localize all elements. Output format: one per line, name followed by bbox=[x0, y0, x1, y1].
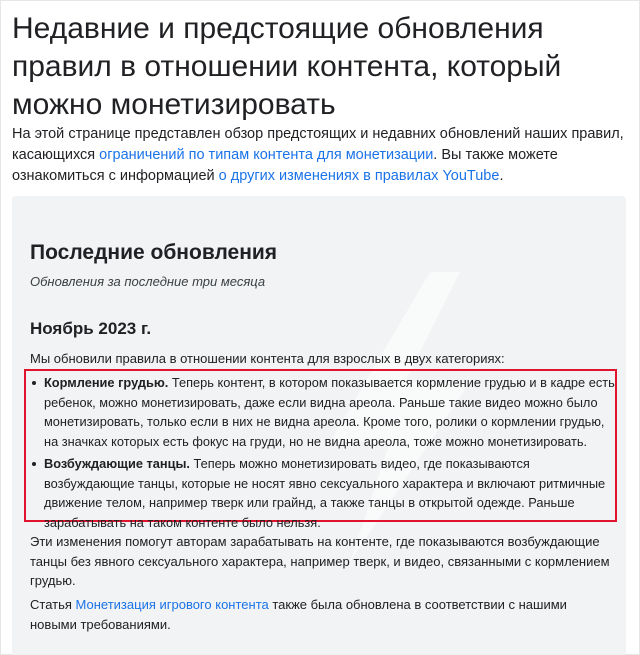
section-title: Последние обновления bbox=[30, 241, 278, 264]
updates-list bbox=[30, 373, 615, 535]
bullet-icon bbox=[32, 462, 36, 466]
gaming-monetization-link[interactable]: Монетизация игрового контента bbox=[75, 597, 269, 612]
section-subtitle: Обновления за последние три месяца bbox=[30, 274, 266, 289]
intro-text-1: На этой странице представлен обзор предстоящих и недавних обновлений наших правил, касающихся bbox=[12, 126, 624, 163]
month-title: Ноябрь 2023 г. bbox=[30, 319, 152, 338]
bullet-term: Возбуждающие танцы. bbox=[44, 456, 190, 471]
list-item-dancing bbox=[30, 454, 615, 532]
intro-text-2: . Вы также можете ознакомиться с информацией bbox=[12, 147, 558, 184]
article-text-1: Статья bbox=[30, 597, 76, 612]
article-text-2: также была обновлена в соответствии с нашими новыми требованиями. bbox=[30, 597, 567, 632]
intro-text-3: . bbox=[499, 168, 504, 184]
bullet-term: Кормление грудью. bbox=[44, 375, 169, 390]
article-paragraph bbox=[30, 595, 610, 634]
bullet-text: Теперь контент, в котором показывается кормление грудью и в кадре есть ребенок, можно монетизировать, даже если видна ареола. Раньше такие видео можно было монетизировать, только если в них не видна ареола. Кроме того, ролики о кормлении грудью, на значках которых есть фокус на груди, но не видна ареола, тоже можно монетизировать. bbox=[44, 375, 615, 449]
content-types-link[interactable]: ограничений по типам контента для монетизации bbox=[99, 147, 434, 163]
intro-paragraph bbox=[12, 124, 632, 187]
bullet-icon bbox=[32, 381, 36, 385]
page-title: Недавние и предстоящие обновления правил в отношении контента, который можно монетизировать bbox=[12, 12, 562, 121]
list-item-breastfeeding bbox=[30, 373, 615, 451]
summary-paragraph: Эти изменения помогут авторам зарабатывать на контенте, где показываются возбуждающие танцы без явного сексуального характера, например тверк, и видео, связанными с кормлением грудью. bbox=[30, 534, 610, 588]
lead-paragraph: Мы обновили правила в отношении контента для взрослых в двух категориях: bbox=[30, 351, 505, 366]
youtube-policy-changes-link[interactable]: о других изменениях в правилах YouTube bbox=[218, 168, 500, 184]
bullet-text: Теперь можно монетизировать видео, где показываются возбуждающие танцы, которые не носят явно сексуального характера и включают ритмичные движение телом, например тверк или грайнд, а также танцы в открытой одежде. Раньше зарабатывать на таком контенте было нельзя. bbox=[44, 456, 606, 530]
